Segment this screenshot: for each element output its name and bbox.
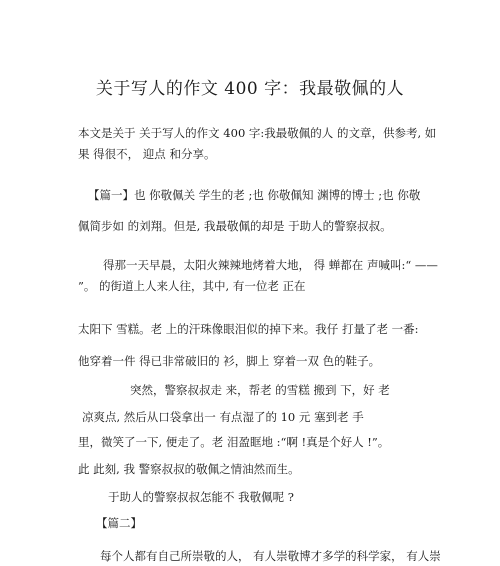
paragraph-line: 此 此刻, 我 警察叔叔的敬佩之情油然而生。 bbox=[78, 462, 300, 476]
paragraph-line: 太阳下 雪糕。老 上的汗珠像眼泪似的掉下来。我仔 打量了老 一番: bbox=[78, 322, 419, 336]
paragraph-line: 【篇一】也 你敬佩关 学生的老 ;也 你敬佩知 渊博的博士 ;也 你敬 bbox=[88, 188, 421, 202]
paragraph-line: 得那一天早晨，太阳火辣辣地烤着大地， 得 蝉都在 声喊叫:“ —— bbox=[103, 258, 438, 272]
paragraph-line: 于助人的警察叔叔怎能不 我敬佩呢 ? bbox=[108, 490, 294, 504]
paragraph-line: ”。 的街道上人来人往，其中, 有一位老 正在 bbox=[78, 279, 306, 293]
intro-line-2: 果 得很不， 迎点 和分享。 bbox=[78, 147, 216, 161]
paragraph-line: 凉爽点, 然后从口袋拿出一 有点湿了的 10 元 塞到老 手 bbox=[82, 410, 364, 424]
paragraph-line: 里，微笑了一下, 便走了。老 泪盈眶地 :“啊 !真是个好人 !”。 bbox=[78, 435, 390, 449]
paragraph-line: 佩简步如 的刘翔。但是, 我最敬佩的却是 于助人的警察叔叔。 bbox=[78, 219, 392, 233]
section-heading: 【篇二】 bbox=[96, 516, 142, 530]
intro-line-1: 本文是关于 关于写人的作文 400 字:我最敬佩的人 的文章，供参考, 如 bbox=[78, 126, 437, 140]
paragraph-line: 每个人都有自己所崇敬的人， 有人崇敬博才多学的科学家， 有人崇 bbox=[100, 549, 441, 563]
paragraph-line: 突然，警察叔叔走 来，帮老 的雪糕 搬到 下，好 老 bbox=[130, 383, 390, 397]
paragraph-line: 他穿着一件 得已非常破旧的 衫，脚上 穿着一双 色的鞋子。 bbox=[78, 354, 381, 368]
document-title: 关于写人的作文 400 字：我最敬佩的人 bbox=[95, 79, 405, 99]
